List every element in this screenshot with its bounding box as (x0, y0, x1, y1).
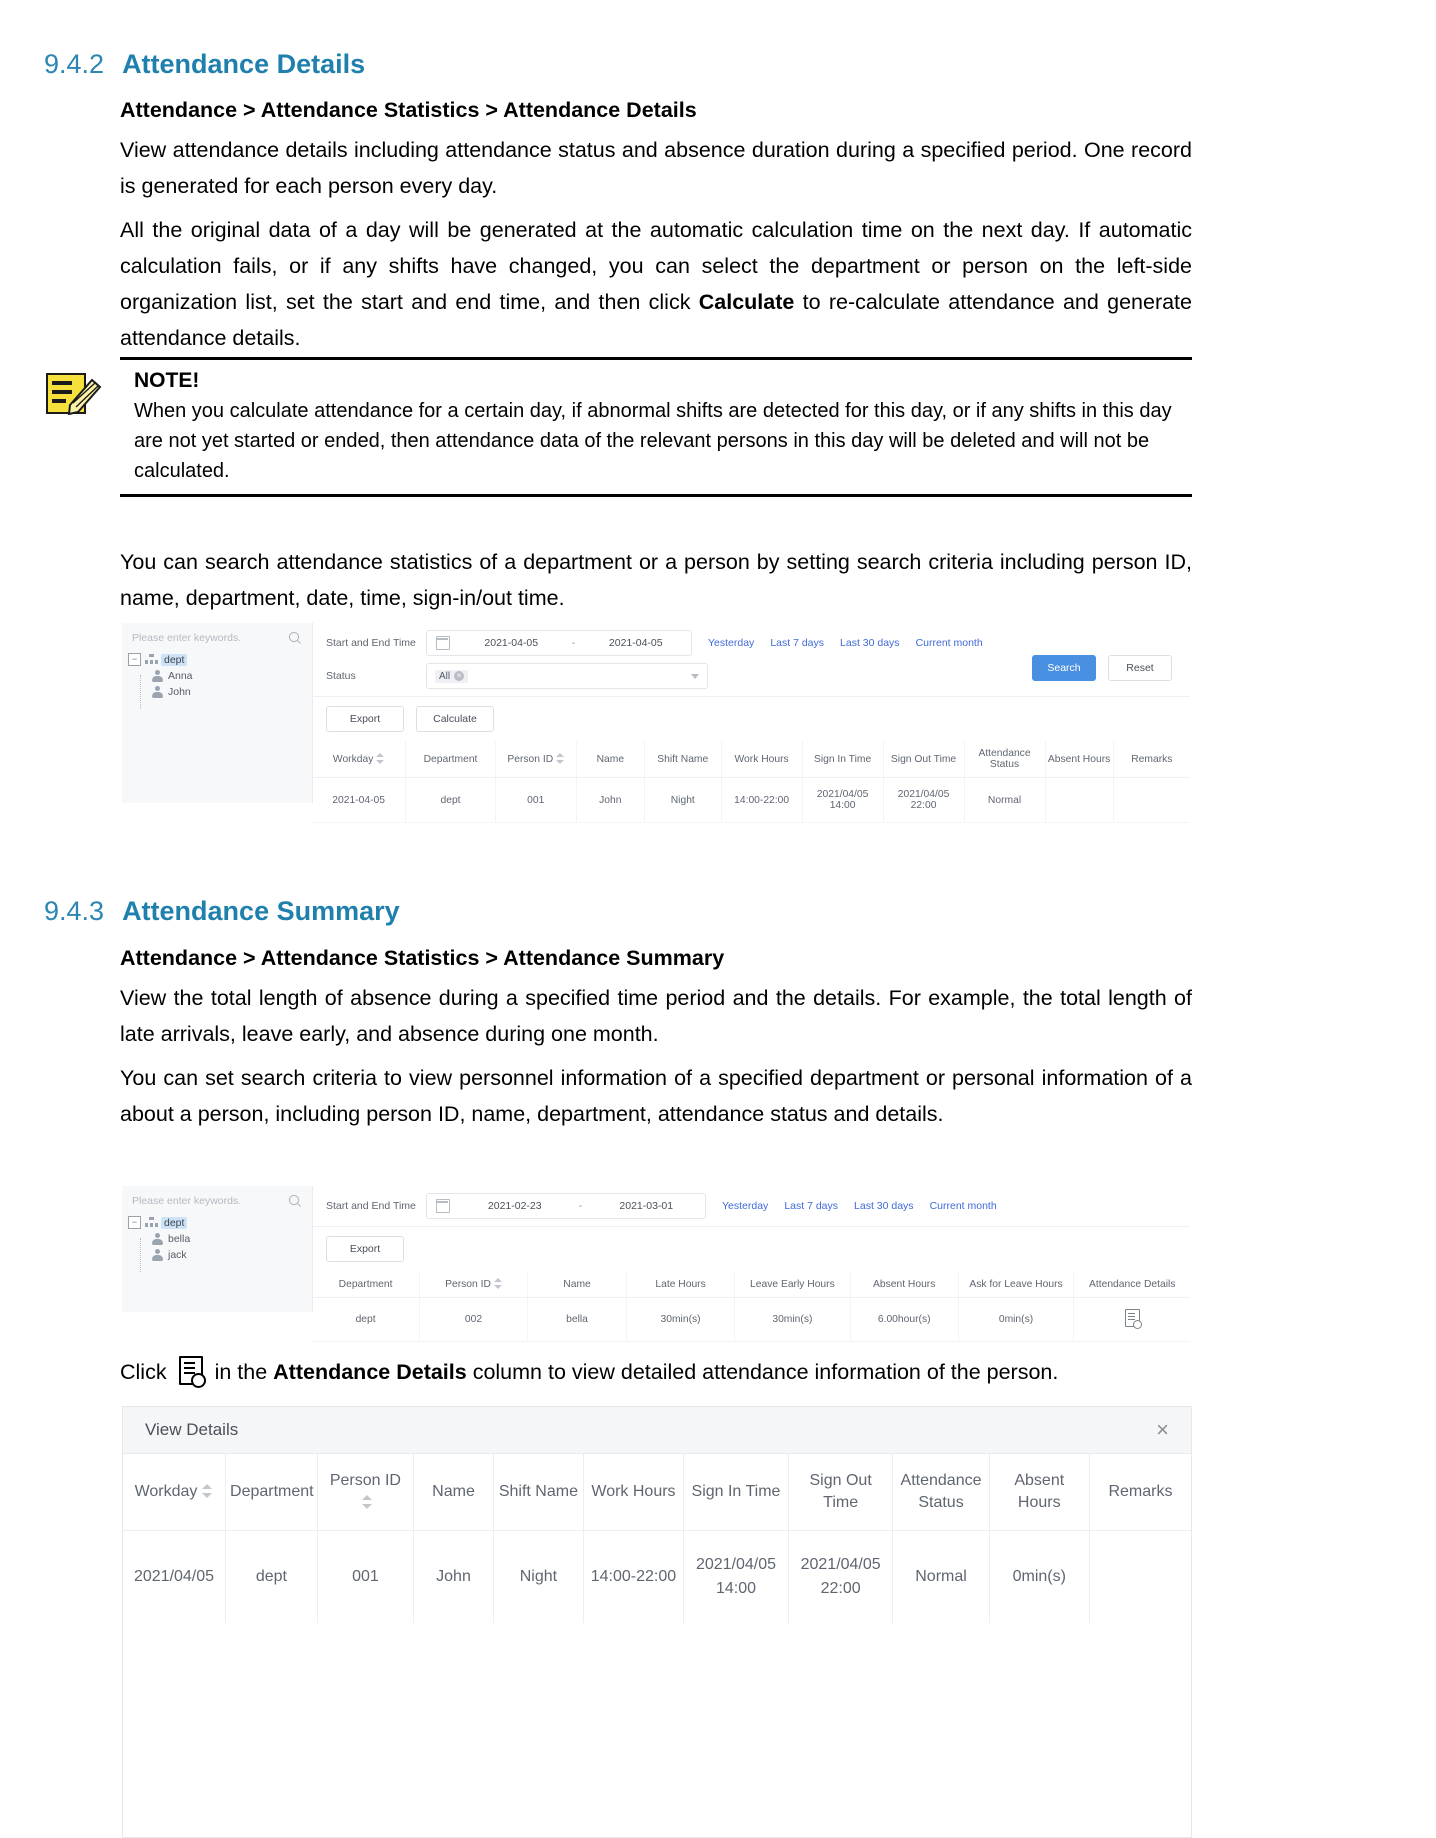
column-header-name: Name (527, 1271, 626, 1298)
date-filter-row (312, 1186, 1190, 1226)
column-header-leave-early-hours: Leave Early Hours (734, 1271, 850, 1298)
note-title: NOTE! (134, 369, 200, 392)
tree-expander-icon[interactable]: − (128, 1216, 141, 1229)
cell-person-id: 001 (317, 1531, 413, 1624)
section-number: 9.4.2 (44, 49, 105, 80)
paragraph-summary-intro: View the total length of absence during a specified time period and the details. For example, the total length of late arrivals, leave early, and absence during one month. (120, 986, 1192, 1046)
column-header-department: Department (312, 1271, 420, 1298)
calendar-icon (436, 636, 450, 650)
table-header-row (312, 741, 1190, 778)
sort-icon[interactable] (376, 753, 384, 764)
status-label: Status (326, 670, 356, 682)
cell-remarks (1089, 1531, 1191, 1624)
chevron-down-icon[interactable] (691, 674, 699, 679)
status-filter-row (312, 663, 1190, 696)
person-icon (152, 670, 163, 682)
column-header-person-id[interactable]: Person ID (317, 1454, 413, 1531)
date-range-label: Start and End Time (326, 637, 416, 649)
cell-sign-in-time: 2021/04/05 14:00 (684, 1531, 789, 1624)
section-title: Attendance Summary (122, 896, 400, 927)
date-separator: - (571, 637, 576, 649)
column-header-department: Department (226, 1454, 318, 1531)
click-text-tail: column to view detailed attendance information of the person. (472, 1360, 1059, 1384)
cell-department: dept (406, 778, 496, 823)
column-header-attendance-details: Attendance Details (1074, 1271, 1190, 1298)
tree-node-label: bella (168, 1233, 191, 1245)
cell-person-id: 002 (420, 1298, 528, 1342)
search-icon[interactable] (288, 631, 302, 645)
cell-absent-hours: 0min(s) (989, 1531, 1089, 1624)
column-header-attendance-status: Attendance Status (893, 1454, 989, 1531)
cell-workday: 2021-04-05 (312, 778, 406, 823)
dialog-header (123, 1407, 1191, 1454)
cell-name: John (413, 1531, 493, 1624)
cell-workday: 2021/04/05 (123, 1531, 226, 1624)
paragraph-summary-criteria: You can set search criteria to view personnel information of a specified department or personal information of a about a person, including person ID, name, department, attendance status and details. (120, 1066, 1192, 1126)
search-button[interactable]: Search (1032, 655, 1096, 681)
tree-expander-icon[interactable]: − (128, 653, 141, 666)
column-header-workday[interactable]: Workday (123, 1454, 226, 1531)
quick-range-last-7-days[interactable]: Last 7 days (770, 637, 825, 649)
table-toolbar (312, 697, 1190, 741)
cell-absent-hours: 6.00hour(s) (850, 1298, 958, 1342)
quick-range-last-30-days[interactable]: Last 30 days (854, 1200, 914, 1212)
tree-search-row[interactable] (122, 1186, 312, 1214)
column-header-department: Department (406, 741, 496, 778)
column-header-absent-hours: Absent Hours (1045, 741, 1113, 778)
date-end-value[interactable]: 2021-03-01 (619, 1200, 674, 1212)
column-header-shift-name: Shift Name (644, 741, 721, 778)
cell-name: bella (527, 1298, 626, 1342)
column-header-remarks: Remarks (1113, 741, 1190, 778)
status-select[interactable] (426, 663, 708, 689)
tree-node-person-0[interactable] (122, 668, 312, 684)
filter-bar (312, 623, 1190, 697)
quick-range-current-month[interactable]: Current month (929, 1200, 997, 1212)
tree-node-dept[interactable] (122, 1214, 312, 1231)
cell-name: John (576, 778, 644, 823)
tree-node-person-1[interactable] (122, 684, 312, 700)
person-icon (152, 686, 163, 698)
tree-node-person-1[interactable] (122, 1247, 312, 1263)
filter-bar (312, 1186, 1190, 1227)
column-header-late-hours: Late Hours (627, 1271, 735, 1298)
section-heading-attendance-summary (44, 896, 400, 927)
tree-node-dept[interactable] (122, 651, 312, 668)
search-icon[interactable] (288, 1194, 302, 1208)
column-header-ask-for-leave-hours: Ask for Leave Hours (958, 1271, 1074, 1298)
table-header-row (123, 1454, 1191, 1531)
column-header-workday[interactable]: Workday (312, 741, 406, 778)
cell-sign-in-time: 2021/04/05 14:00 (802, 778, 883, 823)
paragraph-text-a: All the original data of a day will be generated at the automatic calculation time on the next day. If automatic calculation fails, or if any shifts have changed, you can select the department or person on the left-side organization list, set the start and end time, and then click (120, 218, 1192, 314)
cell-sign-out-time: 2021/04/05 22:00 (883, 778, 964, 823)
column-header-name: Name (576, 741, 644, 778)
cell-work-hours: 14:00-22:00 (721, 778, 802, 823)
note-text: When you calculate attendance for a certain day, if abnormal shifts are detected for this day, or if any shifts in this day are not yet started or ended, then attendance data of the relevant persons in this day will be deleted and will not be calculated. (134, 400, 1172, 482)
status-tag[interactable] (435, 670, 468, 683)
quick-range-last-7-days[interactable]: Last 7 days (784, 1200, 839, 1212)
tree-search-row[interactable] (122, 623, 312, 651)
summary-main-panel (312, 1186, 1190, 1325)
quick-range-current-month[interactable]: Current month (915, 637, 983, 649)
export-button[interactable]: Export (326, 1236, 404, 1262)
quick-range-links (722, 1200, 1013, 1212)
screenshot-attendance-summary (122, 1186, 1190, 1325)
calendar-icon (436, 1199, 450, 1213)
section-number: 9.4.3 (44, 896, 105, 927)
organization-tree-panel (122, 1186, 313, 1312)
column-header-remarks: Remarks (1089, 1454, 1191, 1531)
view-details-table (123, 1454, 1191, 1623)
department-icon (145, 654, 158, 665)
date-start-value[interactable]: 2021-02-23 (487, 1200, 542, 1212)
quick-range-links (708, 637, 999, 649)
cell-department: dept (226, 1531, 318, 1624)
column-header-work-hours: Work Hours (721, 741, 802, 778)
screenshot-attendance-details (122, 623, 1190, 811)
cell-attendance-details[interactable] (1074, 1298, 1190, 1342)
note-bottom-rule (120, 494, 1192, 497)
date-separator: - (578, 1200, 583, 1212)
column-header-person-id[interactable]: Person ID (420, 1271, 528, 1298)
tree-search-input[interactable]: Please enter keywords. (132, 632, 242, 644)
table-header-row (312, 1271, 1190, 1298)
table-row[interactable] (312, 1298, 1190, 1342)
remove-tag-icon[interactable]: × (454, 671, 464, 681)
section-heading-attendance-details (44, 49, 365, 80)
cell-work-hours: 14:00-22:00 (583, 1531, 683, 1624)
date-start-value[interactable]: 2021-04-05 (484, 637, 539, 649)
attendance-details-icon (179, 1356, 203, 1385)
attendance-summary-table (312, 1271, 1190, 1342)
cell-sign-out-time: 2021/04/05 22:00 (788, 1531, 893, 1624)
attendance-details-keyword: Attendance Details (273, 1360, 467, 1384)
quick-range-yesterday[interactable]: Yesterday (722, 1200, 769, 1212)
column-header-person-id[interactable]: Person ID (495, 741, 576, 778)
table-row[interactable] (312, 778, 1190, 823)
column-header-absent-hours: Absent Hours (850, 1271, 958, 1298)
tree-node-label: dept (161, 654, 187, 666)
tree-guide-line (140, 675, 141, 709)
breadcrumb-attendance-details: Attendance > Attendance Statistics > Attendance Details (120, 98, 697, 122)
paragraph-details-calculation (120, 212, 1192, 356)
paragraph-click-details (120, 1352, 1210, 1392)
column-header-sign-in-time: Sign In Time (684, 1454, 789, 1531)
tree-node-label: John (168, 686, 191, 698)
cell-person-id: 001 (495, 778, 576, 823)
view-details-dialog (122, 1406, 1192, 1838)
calculate-button[interactable]: Calculate (416, 706, 494, 732)
date-end-value[interactable]: 2021-04-05 (608, 637, 663, 649)
attendance-details-icon[interactable] (1125, 1309, 1140, 1327)
organization-tree-panel (122, 623, 313, 803)
details-main-panel (312, 623, 1190, 811)
sort-icon[interactable] (362, 1495, 373, 1509)
date-range-label: Start and End Time (326, 1200, 416, 1212)
dialog-title: View Details (145, 1420, 239, 1439)
person-icon (152, 1249, 163, 1261)
table-toolbar (312, 1227, 1190, 1271)
column-header-sign-in-time: Sign In Time (802, 741, 883, 778)
cell-department: dept (312, 1298, 420, 1342)
sort-icon[interactable] (556, 753, 564, 764)
note-pencil-icon (46, 371, 102, 415)
table-row[interactable] (123, 1531, 1191, 1624)
column-header-attendance-status: Attendance Status (964, 741, 1045, 778)
column-header-work-hours: Work Hours (583, 1454, 683, 1531)
cell-ask-for-leave-hours: 0min(s) (958, 1298, 1074, 1342)
tree-node-label: Anna (168, 670, 193, 682)
click-word: Click (120, 1360, 167, 1384)
person-icon (152, 1233, 163, 1245)
click-text-in-the: in the (214, 1360, 268, 1384)
tree-search-input[interactable]: Please enter keywords. (132, 1195, 242, 1207)
sort-icon[interactable] (494, 1278, 502, 1289)
cell-leave-early-hours: 30min(s) (734, 1298, 850, 1342)
tree-node-label: jack (168, 1249, 187, 1261)
tree-guide-line (140, 1238, 141, 1272)
cell-shift-name: Night (644, 778, 721, 823)
attendance-details-table (312, 741, 1190, 823)
quick-range-last-30-days[interactable]: Last 30 days (840, 637, 900, 649)
cell-absent-hours (1045, 778, 1113, 823)
paragraph-text-b: to re-calculate attendance and generate attendance details. (120, 290, 1192, 350)
tree-node-label: dept (161, 1217, 187, 1229)
breadcrumb-attendance-summary: Attendance > Attendance Statistics > Attendance Summary (120, 946, 725, 970)
column-header-shift-name: Shift Name (494, 1454, 584, 1531)
date-range-input[interactable] (426, 1193, 706, 1219)
export-button[interactable]: Export (326, 706, 404, 732)
sort-icon[interactable] (202, 1484, 213, 1498)
close-icon[interactable]: × (1156, 1417, 1169, 1442)
tree-node-person-0[interactable] (122, 1231, 312, 1247)
cell-remarks (1113, 778, 1190, 823)
note-box (120, 357, 1192, 497)
column-header-name: Name (413, 1454, 493, 1531)
status-tag-label: All (439, 670, 451, 682)
column-header-sign-out-time: Sign Out Time (788, 1454, 893, 1531)
paragraph-details-intro: View attendance details including attendance status and absence duration during a specified period. One record is generated for each person every day. (120, 138, 1192, 198)
quick-range-yesterday[interactable]: Yesterday (708, 637, 755, 649)
paragraph-details-search: You can search attendance statistics of a department or a person by setting search criteria including person ID, name, department, date, time, sign-in/out time. (120, 550, 1192, 610)
filter-actions (1032, 655, 1172, 681)
reset-button[interactable]: Reset (1108, 655, 1172, 681)
section-title: Attendance Details (122, 49, 366, 80)
calculate-keyword: Calculate (698, 290, 795, 314)
cell-late-hours: 30min(s) (627, 1298, 735, 1342)
date-range-input[interactable] (426, 630, 692, 656)
cell-shift-name: Night (494, 1531, 584, 1624)
cell-attendance-status: Normal (893, 1531, 989, 1624)
department-icon (145, 1217, 158, 1228)
cell-attendance-status: Normal (964, 778, 1045, 823)
column-header-sign-out-time: Sign Out Time (883, 741, 964, 778)
column-header-absent-hours: Absent Hours (989, 1454, 1089, 1531)
